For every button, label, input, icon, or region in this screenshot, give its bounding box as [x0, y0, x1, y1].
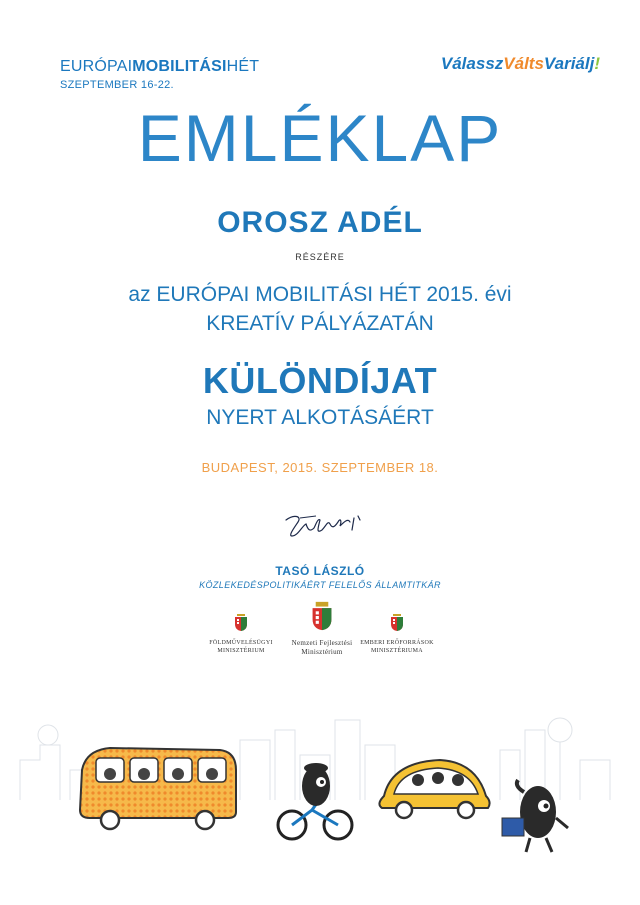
coat-of-arms-icon [390, 612, 404, 632]
car-icon [379, 760, 489, 818]
for-label: RÉSZÉRE [295, 252, 345, 262]
place-date: BUDAPEST, 2015. SZEPTEMBER 18. [201, 460, 439, 475]
event-line-2: KREATÍV PÁLYÁZATÁN [206, 312, 434, 335]
coat-of-arms-icon [234, 612, 248, 632]
coat-of-arms-icon [311, 600, 333, 632]
recipient-name: OROSZ ADÉL [217, 206, 423, 239]
logo-dates: SZEPTEMBER 16-22. [60, 79, 174, 91]
bus-icon [80, 748, 236, 829]
ministry-name: FÖLDMŰVELÉSÜGYI MINISZTÉRIUM [209, 640, 273, 654]
signer-title: KÖZLEKEDÉSPOLITIKÁÉRT FELELŐS ÁLLAMTITKÁR [199, 580, 441, 590]
prize-subtitle: NYERT ALKOTÁSÁÉRT [206, 406, 434, 429]
ministry-agriculture [196, 612, 286, 655]
european-mobility-week-logo [60, 58, 259, 91]
handwritten-signature [280, 506, 370, 546]
mobility-illustration [0, 700, 640, 905]
ministry-name: Nemzeti Fejlesztési Minisztérium [291, 639, 353, 656]
ministry-name: EMBERI ERŐFORRÁSOK MINISZTÉRIUMA [360, 640, 434, 654]
event-line-1: az EURÓPAI MOBILITÁSI HÉT 2015. évi [128, 283, 512, 306]
slogan-logo: VálasszVáltsVariálj! [440, 54, 600, 73]
ministry-human-resources [352, 612, 442, 655]
cyclist-icon [278, 763, 352, 839]
logo-title: EURÓPAIMOBILITÁSIHÉT [60, 58, 260, 75]
pedestrian-icon [502, 780, 568, 852]
prize-title: KÜLÖNDÍJAT [202, 360, 438, 401]
signer-name: TASÓ LÁSZLÓ [275, 564, 365, 578]
certificate-title: EMLÉKLAP [137, 101, 503, 175]
